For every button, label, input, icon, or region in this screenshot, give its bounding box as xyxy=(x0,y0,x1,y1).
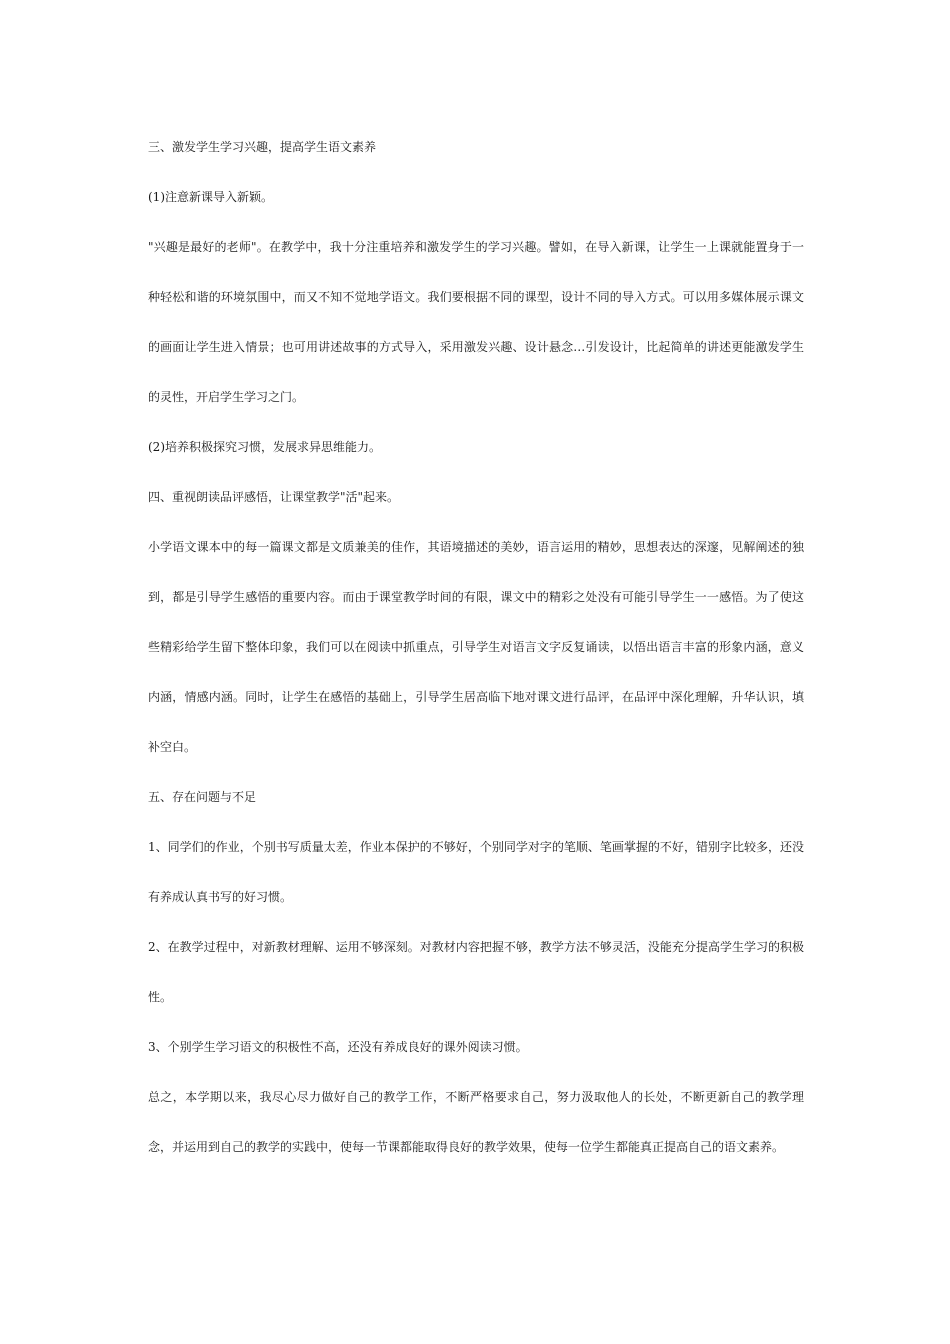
section-heading-problems: 五、存在问题与不足 xyxy=(148,790,257,804)
document-body xyxy=(148,122,804,1172)
paragraph-summary: 总之，本学期以来，我尽心尽力做好自己的教学工作，不断严格要求自己，努力汲取他人的长处，不断更新自己的教学理念，并运用到自己的教学的实践中，使每一节课都能取得良好的教学效果，使每一位学生都能真正提高自己的语文素养。 xyxy=(148,1090,804,1154)
section-heading-reading: 四、重视朗读品评感悟，让课堂教学"活"起来。 xyxy=(148,490,400,504)
section-heading-interest: 三、激发学生学习兴趣，提高学生语文素养 xyxy=(148,140,377,154)
problem-item-2: 2、在教学过程中，对新教材理解、运用不够深刻。对教材内容把握不够，教学方法不够灵活，没能充分提高学生学习的积极性。 xyxy=(148,940,804,1004)
problem-item-1: 1、同学们的作业，个别书写质量太差，作业本保护的不够好，个别同学对字的笔顺、笔画掌握的不好，错别字比较多，还没有养成认真书写的好习惯。 xyxy=(148,840,804,904)
paragraph-reading-appreciation: 小学语文课本中的每一篇课文都是文质兼美的佳作，其语境描述的美妙，语言运用的精妙，思想表达的深邃，见解阐述的独到，都是引导学生感悟的重要内容。而由于课堂教学时间的有限，课文中的精彩之处没有可能引导学生一一感悟。为了使这些精彩给学生留下整体印象，我们可以在阅读中抓重点，引导学生对语言文字反复诵读，以悟出语言丰富的形象内涵，意义内涵，情感内涵。同时，让学生在感悟的基础上，引导学生居高临下地对课文进行品评，在品评中深化理解，升华认识，填补空白。 xyxy=(148,540,804,754)
paragraph-interest-teacher: "兴趣是最好的老师"。在教学中，我十分注重培养和激发学生的学习兴趣。譬如，在导入新课，让学生一上课就能置身于一种轻松和谐的环境氛围中，而又不知不觉地学语文。我们要根据不同的课型，设计不同的导入方式。可以用多媒体展示课文的画面让学生进入情景；也可用讲述故事的方式导入，采用激发兴趣、设计悬念…引发设计，比起简单的讲述更能激发学生的灵性，开启学生学习之门。 xyxy=(148,240,804,404)
subheading-new-lesson-intro: (1)注意新课导入新颖。 xyxy=(148,190,273,204)
subheading-inquiry-habits: (2)培养积极探究习惯，发展求异思维能力。 xyxy=(148,440,381,454)
problem-item-3: 3、个别学生学习语文的积极性不高，还没有养成良好的课外阅读习惯。 xyxy=(148,1040,528,1054)
